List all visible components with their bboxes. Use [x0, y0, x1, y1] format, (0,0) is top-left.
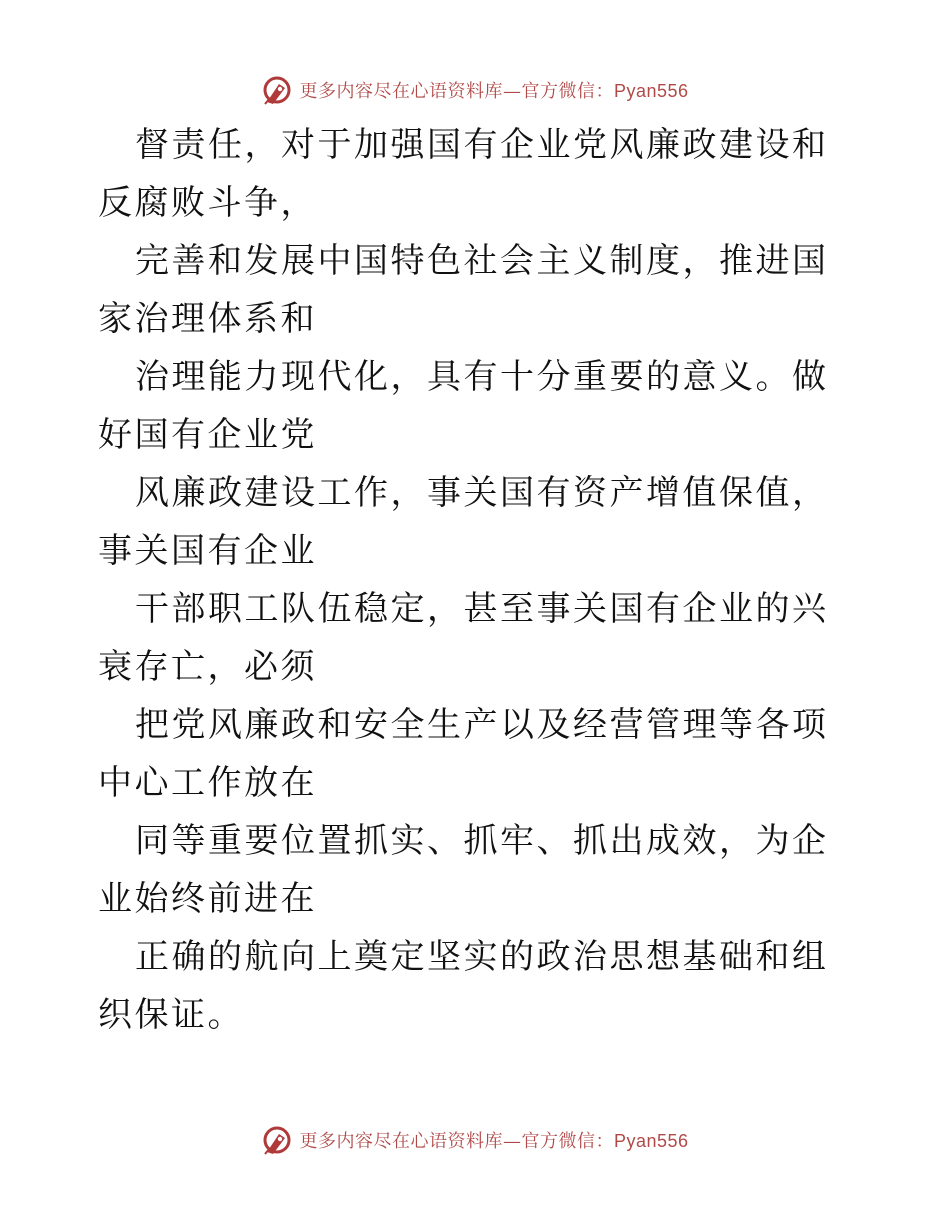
paragraph: 把党风廉政和安全生产以及经营管理等各项中心工作放在 — [98, 705, 829, 803]
header-banner-label: 更多内容尽在心语资料库—官方微信： — [299, 81, 614, 102]
footer-banner-label: 更多内容尽在心语资料库—官方微信： — [299, 1131, 614, 1152]
pen-nib-logo-icon — [261, 74, 293, 106]
footer-banner-text — [299, 1127, 688, 1153]
document-body — [98, 116, 858, 1044]
paragraph: 风廉政建设工作，事关国有资产增值保值，事关国有企业 — [98, 473, 829, 571]
pen-nib-logo-icon — [261, 1124, 293, 1156]
header-banner-text — [299, 77, 688, 103]
paragraph: 完善和发展中国特色社会主义制度，推进国家治理体系和 — [98, 241, 829, 339]
paragraph: 治理能力现代化，具有十分重要的意义。做好国有企业党 — [98, 357, 829, 455]
paragraph: 同等重要位置抓实、抓牢、抓出成效，为企业始终前进在 — [98, 821, 829, 919]
header-banner — [0, 70, 950, 110]
footer-wechat-id: Pyan556 — [613, 1131, 689, 1151]
header-wechat-id: Pyan556 — [613, 81, 689, 101]
paragraph: 督责任，对于加强国有企业党风廉政建设和反腐败斗争， — [98, 125, 829, 223]
paragraph: 干部职工队伍稳定，甚至事关国有企业的兴衰存亡，必须 — [98, 589, 829, 687]
paragraph: 正确的航向上奠定坚实的政治思想基础和组织保证。 — [98, 937, 829, 1035]
footer-banner — [0, 1120, 950, 1160]
